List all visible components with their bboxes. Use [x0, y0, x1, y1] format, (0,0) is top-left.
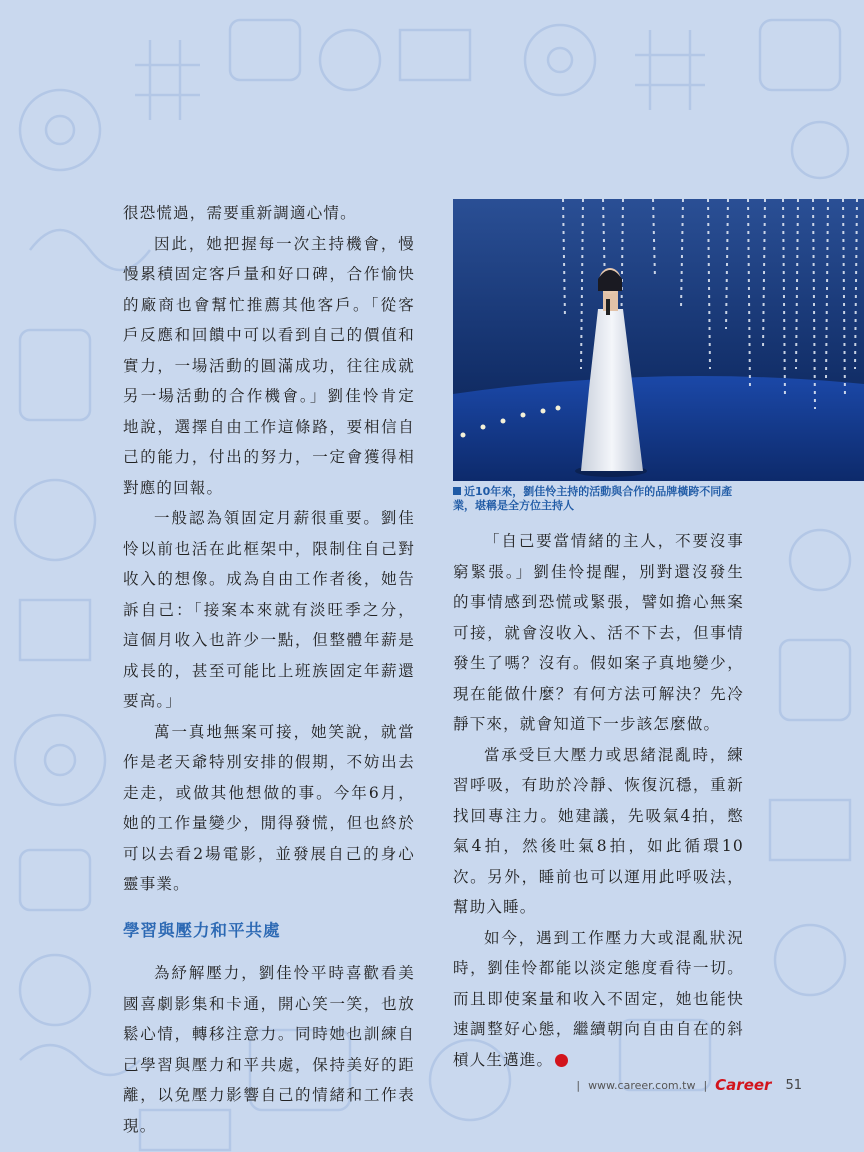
right-text-column [453, 526, 744, 1075]
photo-caption-text: 近10年來，劉佳怜主持的活動與合作的品牌橫跨不同產業，堪稱是全方位主持人 [453, 485, 733, 512]
paragraph: 很恐慌過，需要重新調適心情。 [123, 204, 357, 222]
paragraph: 一般認為領固定月薪很重要。劉佳怜以前也活在此框架中，限制住自己對收入的想像。成為自由工作者後，她告訴自己：「接案本來就有淡旺季之分，這個月收入也許少一點，但整體年薪是成長的，甚至可能比上班族固定年薪還要高。」 [123, 509, 415, 710]
footer-divider: | [576, 1078, 581, 1092]
paragraph: 「自己要當情緒的主人，不要沒事窮緊張。」劉佳怜提醒，別對還沒發生的事情感到恐慌或緊張，譬如擔心無案可接，就會沒收入、活不下去，但事情發生了嗎？沒有。假如案子真地變少，現在能做什麼？有何方法可解決？先冷靜下來，就會知道下一步該怎麼做。 [453, 532, 744, 733]
paragraph: 萬一真地無案可接，她笑說，就當作是老天爺特別安排的假期，不妨出去走走，或做其他想做的事。今年6月，她的工作量變少，閒得發慌，但也終於可以去看2場電影，並發展自己的身心靈事業。 [123, 722, 415, 893]
footer-divider: | [703, 1078, 708, 1092]
article-end-mark-icon [555, 1054, 568, 1067]
photo-caption [453, 485, 753, 513]
section-subheading: 學習與壓力和平共處 [123, 920, 281, 940]
paragraph-text: 如今，遇到工作壓力大或混亂狀況時，劉佳怜都能以淡定態度看待一切。而且即使案量和收入不固定，她也能快速調整好心態，繼續朝向自由自在的斜槓人生邁進。 [453, 928, 744, 1069]
magazine-brand-logo: Career [715, 1076, 772, 1094]
left-text-column [123, 198, 415, 1141]
caption-square-icon [453, 487, 461, 495]
paragraph: 當承受巨大壓力或思緒混亂時，練習呼吸，有助於冷靜、恢復沉穩，重新找回專注力。她建議，先吸氣4拍，憋氣4拍，然後吐氣8拍，如此循環10次。另外，睡前也可以運用此呼吸法，幫助入睡。 [453, 745, 744, 916]
paragraph [453, 923, 744, 1076]
footer-url[interactable]: www.career.com.tw [588, 1078, 696, 1092]
article-photo [453, 199, 864, 481]
paragraph: 為紓解壓力，劉佳怜平時喜歡看美國喜劇影集和卡通，開心笑一笑，也放鬆心情，轉移注意力。同時她也訓練自己學習與壓力和平共處，保持美好的距離，以免壓力影響自己的情緒和工作表現。 [123, 964, 415, 1135]
paragraph: 因此，她把握每一次主持機會，慢慢累積固定客戶量和好口碑，合作愉快的廠商也會幫忙推薦其他客戶。「從客戶反應和回饋中可以看到自己的價值和實力，一場活動的圓滿成功，往往成就另一場活動的合作機會。」劉佳怜肯定地說，選擇自由工作這條路，要相信自己的能力，付出的努力，一定會獲得相對應的回報。 [123, 234, 415, 497]
page-number: 51 [785, 1077, 802, 1093]
page-footer [576, 1076, 802, 1094]
stage-photo-illustration [453, 199, 864, 481]
